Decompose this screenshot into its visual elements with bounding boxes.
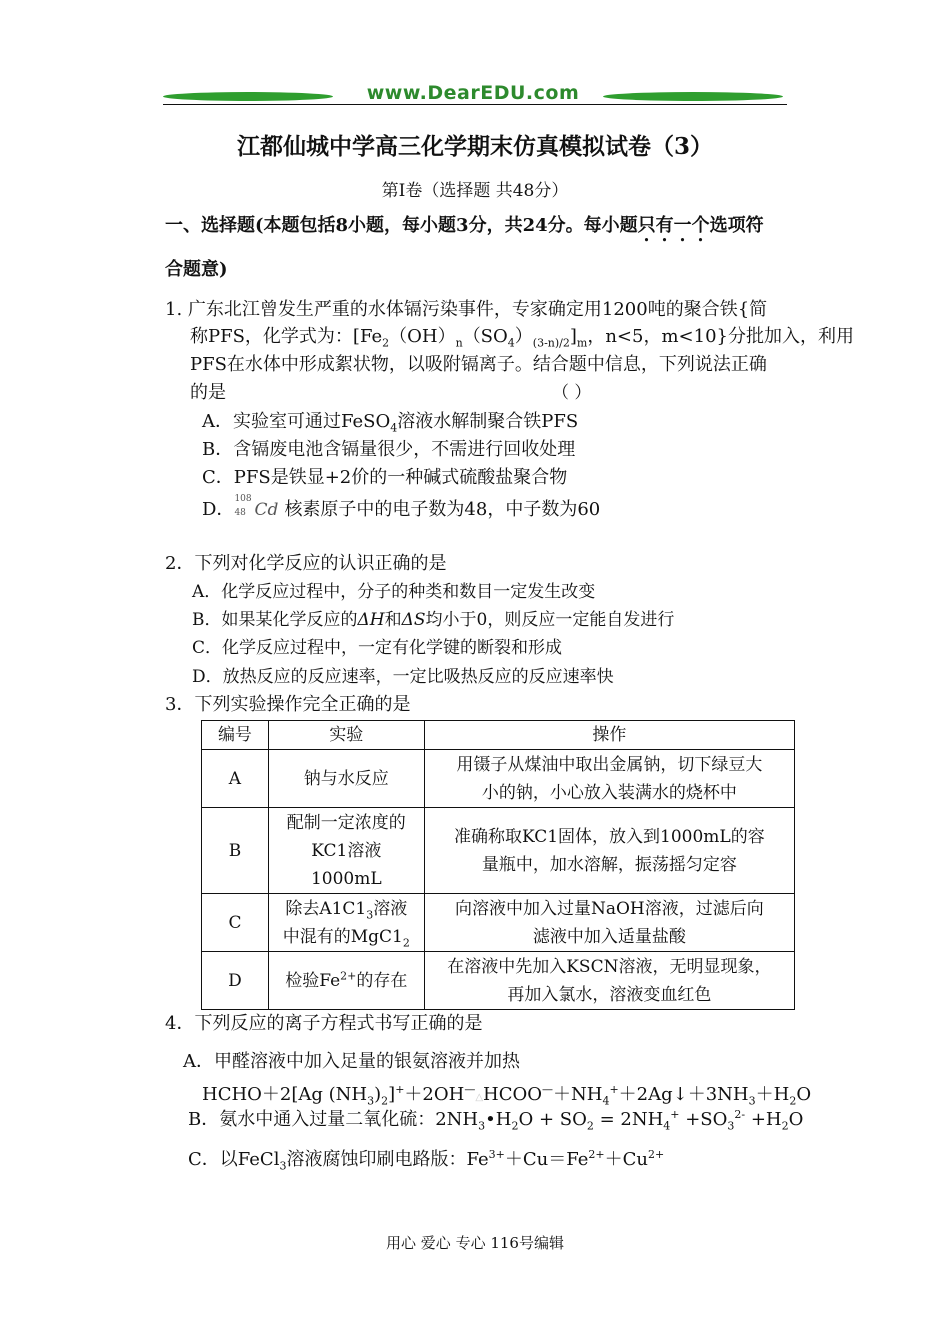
row-operation: 用镊子从煤油中取出金属钠，切下绿豆大 小的钠，小心放入装满水的烧杯中 bbox=[424, 750, 794, 808]
row-id: C bbox=[202, 894, 269, 952]
q1-option-d-label: D． bbox=[202, 499, 235, 520]
q1-stem-line2: 称PFS，化学式为：$[Fe_2(OH)_n(SO_4)_{(3-n)/2}]_m$，n<5，m<10}分批加入，利用 bbox=[190, 326, 854, 350]
q2-option-b: B．如果某化学反应的ΔH和ΔS均小于0，则反应一定能自发进行 bbox=[192, 610, 675, 630]
q1-option-b: B．含镉废电池含镉量很少，不需进行回收处理 bbox=[202, 439, 576, 460]
row-id: D bbox=[202, 952, 269, 1010]
q1-stem-line4: 的是 bbox=[190, 382, 226, 403]
q4-option-c: C．以FeCl$_3$溶液腐蚀印刷电路版：$Fe^{3+}+Cu=Fe^{2+}+Cu^{2+}$ bbox=[188, 1148, 665, 1173]
row-operation: 向溶液中加入过量NaOH溶液，过滤后向 滤液中加入适量盐酸 bbox=[424, 894, 794, 952]
section-intro-emphasis: 只有一个 bbox=[637, 215, 710, 236]
col-header-experiment: 实验 bbox=[268, 721, 424, 750]
q4-option-a: A．甲醛溶液中加入足量的银氨溶液并加热 bbox=[183, 1051, 520, 1072]
page-title: 江都仙城中学高三化学期末仿真模拟试卷（3） bbox=[236, 133, 713, 160]
q2-stem: 2．下列对化学反应的认识正确的是 bbox=[165, 553, 447, 574]
experiment-table bbox=[201, 720, 795, 1010]
row-id: B bbox=[202, 808, 269, 894]
q2-option-a: A．化学反应过程中，分子的种类和数目一定发生改变 bbox=[192, 582, 596, 602]
q1-stem-line3: PFS在水体中形成絮状物，以吸附镉离子。结合题中信息，下列说法正确 bbox=[190, 354, 767, 375]
q4-option-a-equation: HCHO＋2[Ag $(NH_3)_2]^++2OH^—\triangle HCOO^—+NH_4^++2Ag↓+3NH_3+H_2O$ bbox=[202, 1083, 812, 1108]
section-intro bbox=[165, 212, 764, 246]
q1-answer-bracket: （ ） bbox=[552, 383, 592, 403]
section-intro-line2: 合题意) bbox=[165, 259, 228, 280]
row-operation: 准确称取KC1固体，放入到1000mL的容 量瓶中，加水溶解，振荡摇匀定容 bbox=[424, 808, 794, 894]
table-row bbox=[202, 808, 795, 894]
q3-stem: 3．下列实验操作完全正确的是 bbox=[165, 694, 411, 715]
page-subtitle: 第Ⅰ卷（选择题 共48分） bbox=[381, 181, 569, 201]
row-operation: 在溶液中先加入KSCN溶液，无明显现象， 再加入氯水，溶液变血红色 bbox=[424, 952, 794, 1010]
row-id: A bbox=[202, 750, 269, 808]
cd-nuclide-symbol: 108 48 Cd bbox=[234, 494, 279, 520]
q2-option-d: D．放热反应的反应速率，一定比吸热反应的反应速率快 bbox=[192, 667, 614, 687]
col-header-operation: 操作 bbox=[424, 721, 794, 750]
table-row bbox=[202, 952, 795, 1010]
row-experiment: 除去$A1C1_3$溶液 中混有的$MgC1_2$ bbox=[268, 894, 424, 952]
table-row bbox=[202, 750, 795, 808]
section-intro-text: 一、选择题(本题包括8小题，每小题3分，共24分。每小题 bbox=[165, 215, 638, 236]
left-leaf-icon bbox=[163, 92, 333, 101]
q1-option-d bbox=[202, 496, 600, 524]
site-logo: www.DearEDU.com bbox=[366, 82, 580, 104]
col-header-id: 编号 bbox=[202, 721, 269, 750]
q1-option-a: A．实验室可通过FeSO$_4$溶液水解制聚合铁PFS bbox=[202, 411, 579, 435]
q1-stem-line1: 1. 广东北江曾发生严重的水体镉污染事件，专家确定用1200吨的聚合铁{简 bbox=[165, 299, 768, 320]
table-row bbox=[202, 894, 795, 952]
row-experiment: 钠与水反应 bbox=[268, 750, 424, 808]
right-leaf-icon bbox=[603, 92, 783, 101]
q1-option-c: C．PFS是铁显+2价的一种碱式硫酸盐聚合物 bbox=[202, 467, 568, 488]
row-experiment: 配制一定浓度的 KC1溶液 1000mL bbox=[268, 808, 424, 894]
page-footer: 用心 爱心 专心 116号编辑 bbox=[386, 1234, 564, 1252]
header-rule bbox=[163, 104, 787, 105]
section-intro-text-end: 选项符 bbox=[709, 215, 764, 236]
q2-option-c: C．化学反应过程中，一定有化学键的断裂和形成 bbox=[192, 638, 563, 658]
q4-stem: 4．下列反应的离子方程式书写正确的是 bbox=[165, 1013, 483, 1034]
row-experiment: 检验$Fe^{2+}$的存在 bbox=[268, 952, 424, 1010]
header-banner bbox=[163, 80, 787, 112]
q4-option-b: B．氨水中通入过量二氧化硫：$2NH_3•H_2O + SO_2 = 2NH_4^+ +SO_3^{2-} +H_2O$ bbox=[188, 1108, 804, 1133]
q1-option-d-text: 核素原子中的电子数为48，中子数为60 bbox=[284, 499, 601, 520]
table-header-row bbox=[202, 721, 795, 750]
